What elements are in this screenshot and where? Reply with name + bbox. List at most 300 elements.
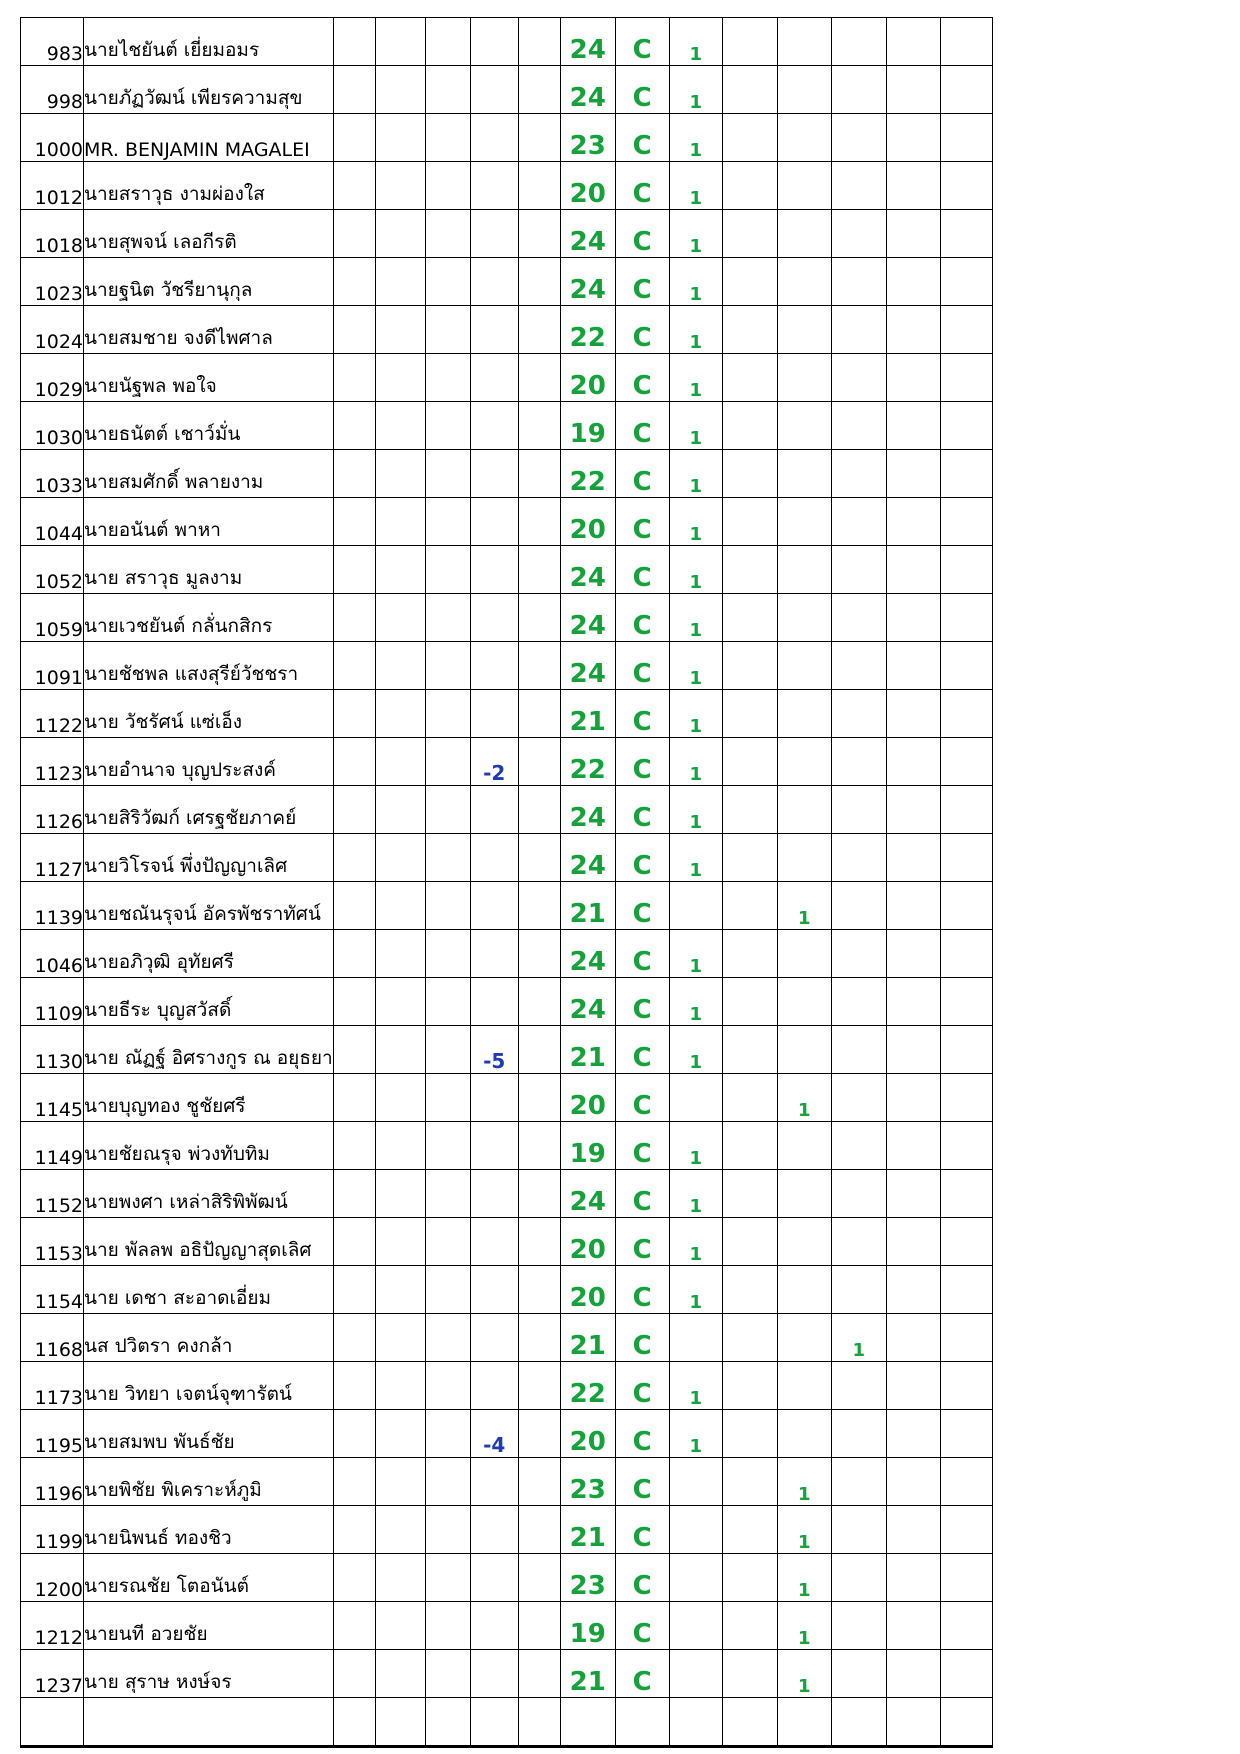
score-cell: 24 (560, 66, 615, 114)
blank-cell (722, 930, 777, 978)
table-row (21, 66, 993, 114)
blank-cell (333, 738, 375, 786)
score-cell: 20 (560, 354, 615, 402)
member-id-cell: 1168 (21, 1314, 84, 1362)
adjustment-cell (470, 1698, 518, 1747)
blank-cell (886, 834, 940, 882)
blank-cell (425, 306, 470, 354)
grade-cell: C (615, 402, 669, 450)
grade-cell: C (615, 1218, 669, 1266)
blank-cell (722, 978, 777, 1026)
blank-cell (425, 162, 470, 210)
score-cell: 24 (560, 18, 615, 66)
blank-cell (940, 642, 992, 690)
member-name-cell: นายวิโรจน์ พึ่งปัญญาเลิศ (84, 834, 334, 882)
adjustment-cell (470, 1650, 518, 1698)
flag-2-cell (777, 258, 831, 306)
flag-1-cell: 1 (669, 1122, 722, 1170)
blank-cell (722, 786, 777, 834)
grade-cell: C (615, 162, 669, 210)
blank-cell (940, 258, 992, 306)
flag-2-cell (777, 690, 831, 738)
blank-cell (425, 594, 470, 642)
blank-cell (375, 210, 425, 258)
score-cell: 24 (560, 786, 615, 834)
blank-cell (425, 834, 470, 882)
score-cell: 22 (560, 306, 615, 354)
blank-cell (425, 978, 470, 1026)
member-id-cell: 1012 (21, 162, 84, 210)
adjustment-cell (470, 882, 518, 930)
flag-3-cell (831, 114, 886, 162)
blank-cell (333, 594, 375, 642)
blank-cell (333, 1314, 375, 1362)
adjustment-cell (470, 306, 518, 354)
blank-cell (425, 738, 470, 786)
blank-cell (333, 1266, 375, 1314)
adjustment-cell (470, 1314, 518, 1362)
member-name-cell (84, 1698, 334, 1747)
blank-cell (333, 642, 375, 690)
blank-cell (518, 546, 560, 594)
grade-cell: C (615, 690, 669, 738)
blank-cell (375, 786, 425, 834)
blank-cell (518, 66, 560, 114)
member-name-cell: นายนัฐพล พอใจ (84, 354, 334, 402)
blank-cell (886, 1698, 940, 1747)
table-row (21, 1026, 993, 1074)
blank-cell (940, 306, 992, 354)
adjustment-cell (470, 450, 518, 498)
grade-cell: C (615, 1506, 669, 1554)
member-name-cell: นายเวชยันต์ กลั่นกสิกร (84, 594, 334, 642)
flag-1-cell: 1 (669, 1266, 722, 1314)
blank-cell (722, 498, 777, 546)
member-name-cell: นายธนัตต์ เชาว์มั่น (84, 402, 334, 450)
grade-cell (615, 1698, 669, 1747)
table-row (21, 1458, 993, 1506)
blank-cell (886, 1602, 940, 1650)
blank-cell (333, 1698, 375, 1747)
flag-1-cell: 1 (669, 642, 722, 690)
blank-cell (940, 1314, 992, 1362)
flag-3-cell (831, 1122, 886, 1170)
blank-cell (886, 1170, 940, 1218)
blank-cell (722, 402, 777, 450)
flag-2-cell (777, 18, 831, 66)
blank-cell (333, 834, 375, 882)
flag-2-cell (777, 1314, 831, 1362)
table-row (21, 690, 993, 738)
blank-cell (940, 738, 992, 786)
blank-cell (886, 930, 940, 978)
flag-2-cell (777, 1026, 831, 1074)
table-row (21, 450, 993, 498)
blank-cell (886, 642, 940, 690)
blank-cell (425, 354, 470, 402)
blank-cell (722, 1410, 777, 1458)
score-cell: 24 (560, 594, 615, 642)
blank-cell (333, 690, 375, 738)
blank-cell (518, 786, 560, 834)
blank-cell (722, 1314, 777, 1362)
table-row (21, 594, 993, 642)
flag-3-cell (831, 1458, 886, 1506)
member-name-cell: นาย สราวุธ มูลงาม (84, 546, 334, 594)
grade-cell: C (615, 786, 669, 834)
blank-cell (886, 402, 940, 450)
blank-cell (722, 546, 777, 594)
member-name-cell: นาย วัชรัศน์ แซ่เอ็ง (84, 690, 334, 738)
score-cell: 20 (560, 1266, 615, 1314)
flag-1-cell: 1 (669, 18, 722, 66)
blank-cell (940, 1650, 992, 1698)
blank-cell (518, 1314, 560, 1362)
blank-cell (375, 1074, 425, 1122)
member-name-cell: นายอนันต์ พาหา (84, 498, 334, 546)
adjustment-cell: -2 (470, 738, 518, 786)
blank-cell (333, 882, 375, 930)
blank-cell (722, 1074, 777, 1122)
blank-cell (375, 1458, 425, 1506)
blank-cell (425, 642, 470, 690)
score-cell: 24 (560, 546, 615, 594)
table-row (21, 162, 993, 210)
blank-cell (518, 594, 560, 642)
blank-cell (333, 1074, 375, 1122)
grade-cell: C (615, 498, 669, 546)
flag-1-cell (669, 1506, 722, 1554)
blank-cell (333, 546, 375, 594)
grade-cell: C (615, 978, 669, 1026)
blank-cell (375, 1026, 425, 1074)
flag-2-cell: 1 (777, 882, 831, 930)
blank-cell (425, 1218, 470, 1266)
blank-cell (722, 210, 777, 258)
blank-cell (886, 1074, 940, 1122)
grade-cell: C (615, 882, 669, 930)
blank-cell (375, 402, 425, 450)
blank-cell (375, 1266, 425, 1314)
flag-3-cell (831, 162, 886, 210)
blank-cell (375, 1650, 425, 1698)
adjustment-cell (470, 162, 518, 210)
blank-cell (886, 1650, 940, 1698)
flag-1-cell (669, 1314, 722, 1362)
blank-cell (940, 930, 992, 978)
score-cell: 24 (560, 978, 615, 1026)
flag-1-cell: 1 (669, 66, 722, 114)
table-row (21, 738, 993, 786)
blank-cell (722, 66, 777, 114)
blank-cell (940, 402, 992, 450)
blank-cell (333, 978, 375, 1026)
blank-cell (886, 1458, 940, 1506)
grade-cell: C (615, 738, 669, 786)
adjustment-cell (470, 114, 518, 162)
blank-cell (940, 1410, 992, 1458)
blank-cell (518, 882, 560, 930)
member-name-cell: นายสมศักดิ์ พลายงาม (84, 450, 334, 498)
grade-cell: C (615, 834, 669, 882)
score-cell: 21 (560, 882, 615, 930)
flag-3-cell (831, 834, 886, 882)
score-cell: 23 (560, 1554, 615, 1602)
blank-cell (375, 162, 425, 210)
blank-cell (375, 258, 425, 306)
blank-cell (425, 1266, 470, 1314)
blank-cell (518, 1506, 560, 1554)
member-name-cell: นายสิริวัฒก์ เศรฐชัยภาคย์ (84, 786, 334, 834)
flag-2-cell (777, 1698, 831, 1747)
blank-cell (518, 1458, 560, 1506)
adjustment-cell (470, 642, 518, 690)
blank-cell (375, 1314, 425, 1362)
blank-cell (940, 834, 992, 882)
flag-3-cell (831, 690, 886, 738)
member-id-cell: 1030 (21, 402, 84, 450)
blank-cell (940, 690, 992, 738)
member-name-cell: นาย วิทยา เจตน์จุฑารัตน์ (84, 1362, 334, 1410)
table-row (21, 306, 993, 354)
blank-cell (518, 1074, 560, 1122)
table-row (21, 1266, 993, 1314)
blank-cell (333, 1410, 375, 1458)
member-id-cell: 1199 (21, 1506, 84, 1554)
score-cell: 24 (560, 210, 615, 258)
grade-cell: C (615, 306, 669, 354)
member-id-cell: 1212 (21, 1602, 84, 1650)
grade-cell: C (615, 1122, 669, 1170)
blank-cell (722, 1602, 777, 1650)
flag-3-cell (831, 738, 886, 786)
table-row (21, 1506, 993, 1554)
flag-1-cell: 1 (669, 258, 722, 306)
score-cell: 21 (560, 690, 615, 738)
blank-cell (375, 1554, 425, 1602)
blank-cell (425, 1506, 470, 1554)
adjustment-cell (470, 1266, 518, 1314)
blank-cell (722, 690, 777, 738)
member-id-cell: 1059 (21, 594, 84, 642)
blank-cell (940, 1602, 992, 1650)
flag-2-cell (777, 450, 831, 498)
blank-cell (886, 786, 940, 834)
blank-cell (425, 786, 470, 834)
blank-cell (425, 18, 470, 66)
flag-1-cell: 1 (669, 594, 722, 642)
blank-cell (722, 1650, 777, 1698)
blank-cell (518, 930, 560, 978)
blank-cell (518, 210, 560, 258)
blank-cell (375, 66, 425, 114)
blank-cell (940, 450, 992, 498)
adjustment-cell: -4 (470, 1410, 518, 1458)
flag-3-cell (831, 354, 886, 402)
grade-cell: C (615, 1410, 669, 1458)
flag-3-cell (831, 1650, 886, 1698)
member-id-cell: 1153 (21, 1218, 84, 1266)
score-cell: 20 (560, 498, 615, 546)
blank-cell (425, 210, 470, 258)
member-id-cell: 1139 (21, 882, 84, 930)
flag-2-cell (777, 354, 831, 402)
grade-cell: C (615, 1314, 669, 1362)
flag-3-cell (831, 306, 886, 354)
flag-3-cell (831, 642, 886, 690)
table-row (21, 114, 993, 162)
blank-cell (425, 1170, 470, 1218)
score-cell: 20 (560, 1218, 615, 1266)
blank-cell (722, 1026, 777, 1074)
table-row (21, 930, 993, 978)
grade-cell: C (615, 1074, 669, 1122)
blank-cell (425, 1410, 470, 1458)
flag-2-cell (777, 498, 831, 546)
flag-2-cell (777, 978, 831, 1026)
blank-cell (375, 642, 425, 690)
flag-2-cell (777, 1410, 831, 1458)
table-row (21, 978, 993, 1026)
flag-3-cell (831, 1410, 886, 1458)
blank-cell (518, 1554, 560, 1602)
grade-cell: C (615, 354, 669, 402)
blank-cell (940, 18, 992, 66)
adjustment-cell (470, 546, 518, 594)
blank-cell (425, 498, 470, 546)
blank-cell (886, 690, 940, 738)
flag-2-cell (777, 66, 831, 114)
blank-cell (425, 1554, 470, 1602)
adjustment-cell (470, 18, 518, 66)
blank-cell (333, 354, 375, 402)
blank-cell (940, 1026, 992, 1074)
member-id-cell: 1130 (21, 1026, 84, 1074)
flag-1-cell: 1 (669, 114, 722, 162)
blank-cell (425, 1122, 470, 1170)
flag-1-cell: 1 (669, 738, 722, 786)
blank-cell (722, 162, 777, 210)
grade-cell: C (615, 930, 669, 978)
member-name-cell: นาย พัลลพ อธิปัญญาสุดเลิศ (84, 1218, 334, 1266)
flag-1-cell (669, 1074, 722, 1122)
flag-1-cell: 1 (669, 1410, 722, 1458)
blank-cell (940, 1074, 992, 1122)
member-id-cell: 1127 (21, 834, 84, 882)
member-name-cell: นายชัชพล แสงสุรีย์วัชชรา (84, 642, 334, 690)
blank-cell (333, 1026, 375, 1074)
blank-cell (940, 210, 992, 258)
table-row (21, 546, 993, 594)
member-id-cell: 1029 (21, 354, 84, 402)
blank-cell (375, 1602, 425, 1650)
grade-cell: C (615, 1602, 669, 1650)
blank-cell (722, 1698, 777, 1747)
blank-cell (375, 1698, 425, 1747)
flag-1-cell: 1 (669, 1170, 722, 1218)
blank-cell (425, 546, 470, 594)
blank-cell (886, 1026, 940, 1074)
flag-2-cell (777, 1122, 831, 1170)
blank-cell (518, 306, 560, 354)
blank-cell (375, 690, 425, 738)
blank-cell (886, 978, 940, 1026)
blank-cell (518, 354, 560, 402)
flag-1-cell: 1 (669, 354, 722, 402)
blank-cell (333, 306, 375, 354)
adjustment-cell (470, 1122, 518, 1170)
blank-cell (425, 1650, 470, 1698)
grade-cell: C (615, 1650, 669, 1698)
flag-3-cell: 1 (831, 1314, 886, 1362)
blank-cell (722, 1362, 777, 1410)
blank-cell (518, 1650, 560, 1698)
blank-cell (886, 258, 940, 306)
table-body (21, 18, 993, 1747)
member-id-cell: 1152 (21, 1170, 84, 1218)
flag-2-cell (777, 210, 831, 258)
blank-cell (333, 258, 375, 306)
flag-1-cell: 1 (669, 1362, 722, 1410)
flag-3-cell (831, 1602, 886, 1650)
table-row (21, 1218, 993, 1266)
member-name-cell: นส ปวิตรา คงกล้า (84, 1314, 334, 1362)
flag-1-cell (669, 1602, 722, 1650)
score-cell: 24 (560, 642, 615, 690)
member-name-cell: นายนที อวยชัย (84, 1602, 334, 1650)
flag-3-cell (831, 930, 886, 978)
blank-cell (333, 1218, 375, 1266)
member-id-cell: 1173 (21, 1362, 84, 1410)
blank-cell (886, 498, 940, 546)
flag-3-cell (831, 1266, 886, 1314)
member-name-cell: นายนิพนธ์ ทองชิว (84, 1506, 334, 1554)
blank-cell (425, 1602, 470, 1650)
adjustment-cell (470, 402, 518, 450)
grade-cell: C (615, 642, 669, 690)
member-id-cell: 1091 (21, 642, 84, 690)
blank-cell (886, 882, 940, 930)
table-row (21, 882, 993, 930)
grade-cell: C (615, 1266, 669, 1314)
flag-1-cell: 1 (669, 1218, 722, 1266)
member-name-cell: นายพิชัย พิเคราะห์ภูมิ (84, 1458, 334, 1506)
member-name-cell: นายไชยันต์ เยี่ยมอมร (84, 18, 334, 66)
score-cell: 20 (560, 1074, 615, 1122)
blank-cell (722, 834, 777, 882)
blank-cell (375, 1170, 425, 1218)
table-row (21, 786, 993, 834)
blank-cell (886, 1314, 940, 1362)
blank-cell (518, 738, 560, 786)
blank-cell (940, 1506, 992, 1554)
blank-cell (375, 834, 425, 882)
blank-cell (425, 1698, 470, 1747)
flag-3-cell (831, 1506, 886, 1554)
adjustment-cell (470, 1602, 518, 1650)
blank-cell (886, 1218, 940, 1266)
blank-cell (425, 690, 470, 738)
adjustment-cell (470, 66, 518, 114)
member-name-cell: นาย ณัฏฐ์ อิศรางกูร ณ อยุธยา (84, 1026, 334, 1074)
table-row (21, 1554, 993, 1602)
member-id-cell (21, 1698, 84, 1747)
table-row (21, 1698, 993, 1747)
blank-cell (518, 642, 560, 690)
flag-2-cell: 1 (777, 1650, 831, 1698)
flag-1-cell (669, 1554, 722, 1602)
table-row (21, 210, 993, 258)
